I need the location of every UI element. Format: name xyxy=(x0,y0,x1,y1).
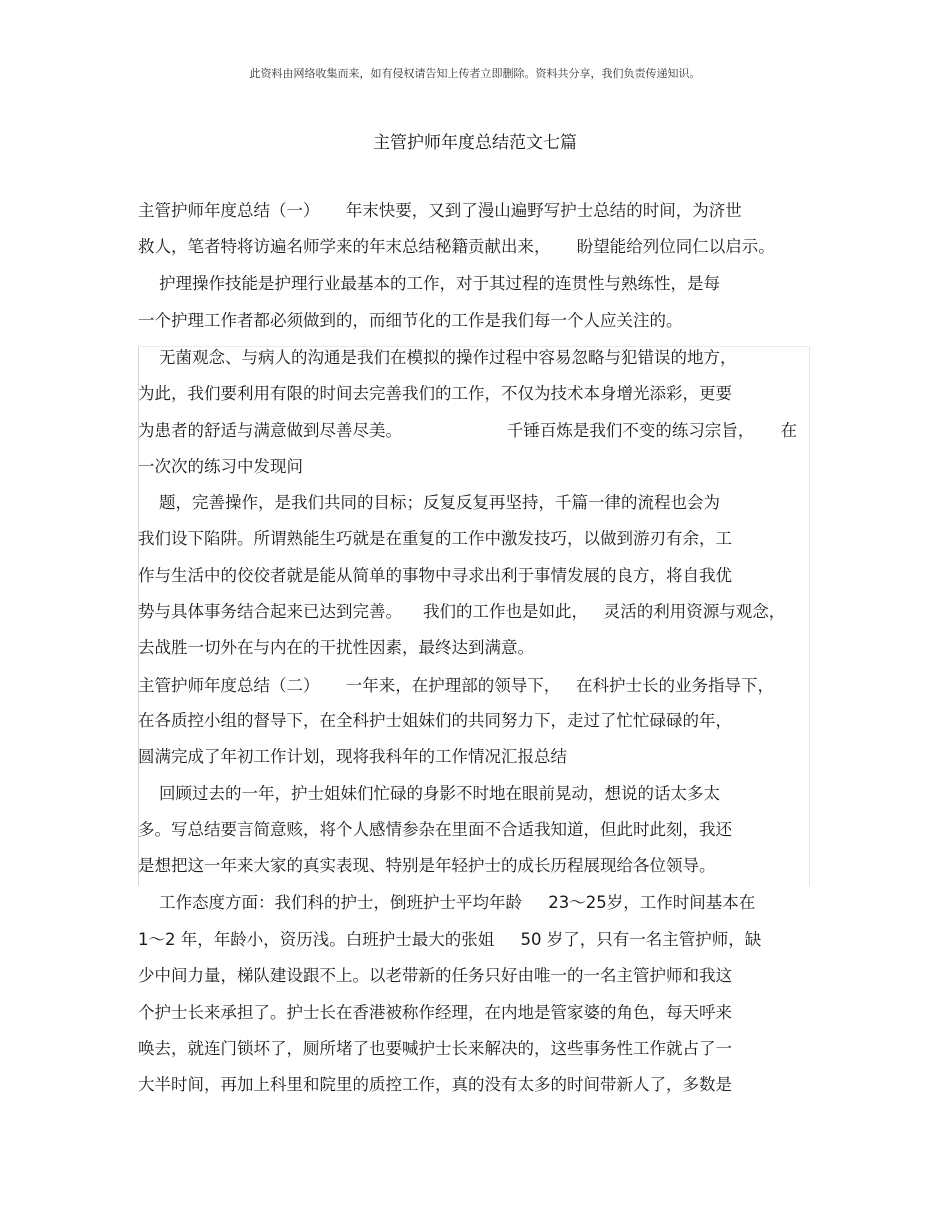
text-line: 在各质控小组的督导下，在全科护士姐妹们的共同努力下，走过了忙忙碌碌的年， xyxy=(138,711,732,730)
text-line: 主管护师年度总结（一） 年末快要，又到了漫山遍野写护士总结的时间，为济世 xyxy=(138,201,742,220)
text-line: 无菌观念、与病人的沟通是我们在模拟的操作过程中容易忽略与犯错误的地方， xyxy=(138,348,737,367)
text-line: 多。写总结要言简意赅，将个人感情参杂在里面不合适我知道，但此时此刻，我还 xyxy=(138,820,732,839)
text-line: 题，完善操作，是我们共同的目标；反复反复再坚持，千篇一律的流程也会为 xyxy=(138,493,720,512)
text-line: 是想把这一年来大家的真实表现、特别是年轻护士的成长历程展现给各位领导。 xyxy=(138,856,716,875)
document-title: 主管护师年度总结范文七篇 xyxy=(373,133,577,153)
text-line: 为此，我们要利用有限的时间去完善我们的工作，不仅为技术本身增光添彩，更要 xyxy=(138,384,732,403)
text-line: 主管护师年度总结（二） 一年来，在护理部的领导下， 在科护士长的业务指导下， xyxy=(138,676,774,695)
text-line: 作与生活中的佼佼者就是能从简单的事物中寻求出利于事情发展的良方，将自我优 xyxy=(138,566,732,585)
text-line: 我们设下陷阱。所谓熟能生巧就是在重复的工作中激发技巧，以做到游刃有余，工 xyxy=(138,529,732,548)
text-line: 个护士长来承担了。护士长在香港被称作经理，在内地是管家婆的角色，每天呼来 xyxy=(138,1003,732,1022)
text-line: 势与具体事务结合起来已达到完善。 我们的工作也是如此， 灵活的利用资源与观念， xyxy=(138,602,786,621)
text-line: 一个护理工作者都必须做到的，而细节化的工作是我们每一个人应关注的。 xyxy=(138,311,683,330)
copyright-notice: 此资料由网络收集而来，如有侵权请告知上传者立即删除。资料共分享，我们负责传递知识。 xyxy=(249,67,701,80)
text-line: 去战胜一切外在与内在的干扰性因素，最终达到满意。 xyxy=(138,638,534,657)
text-line: 唤去，就连门锁坏了，厕所堵了也要喊护士长来解决的，这些事务性工作就占了一 xyxy=(138,1039,732,1058)
text-line: 大半时间，再加上科里和院里的质控工作，真的没有太多的时间带新人了，多数是 xyxy=(138,1075,732,1094)
text-line: 为患者的舒适与满意做到尽善尽美。 千锤百炼是我们不变的练习宗旨， 在 xyxy=(138,421,798,440)
text-line: 一次次的练习中发现问 xyxy=(138,457,303,476)
text-line: 救人，笔者特将访遍名师学来的年末总结秘籍贡献出来， 盼望能给列位同仁以启示。 xyxy=(138,237,775,256)
text-line: 1～2 年，年龄小，资历浅。白班护士最大的张姐 50 岁了，只有一名主管护师，缺 xyxy=(138,930,762,949)
text-line: 工作态度方面：我们科的护士，倒班护士平均年龄 23～25岁，工作时间基本在 xyxy=(138,893,756,912)
text-line: 少中间力量，梯队建设跟不上。以老带新的任务只好由唯一的一名主管护师和我这 xyxy=(138,966,732,985)
text-line: 圆满完成了年初工作计划，现将我科年的工作情况汇报总结 xyxy=(138,747,567,766)
text-line: 护理操作技能是护理行业最基本的工作，对于其过程的连贯性与熟练性，是每 xyxy=(138,274,720,293)
text-line: 回顾过去的一年，护士姐妹们忙碌的身影不时地在眼前晃动，想说的话太多太 xyxy=(138,784,720,803)
